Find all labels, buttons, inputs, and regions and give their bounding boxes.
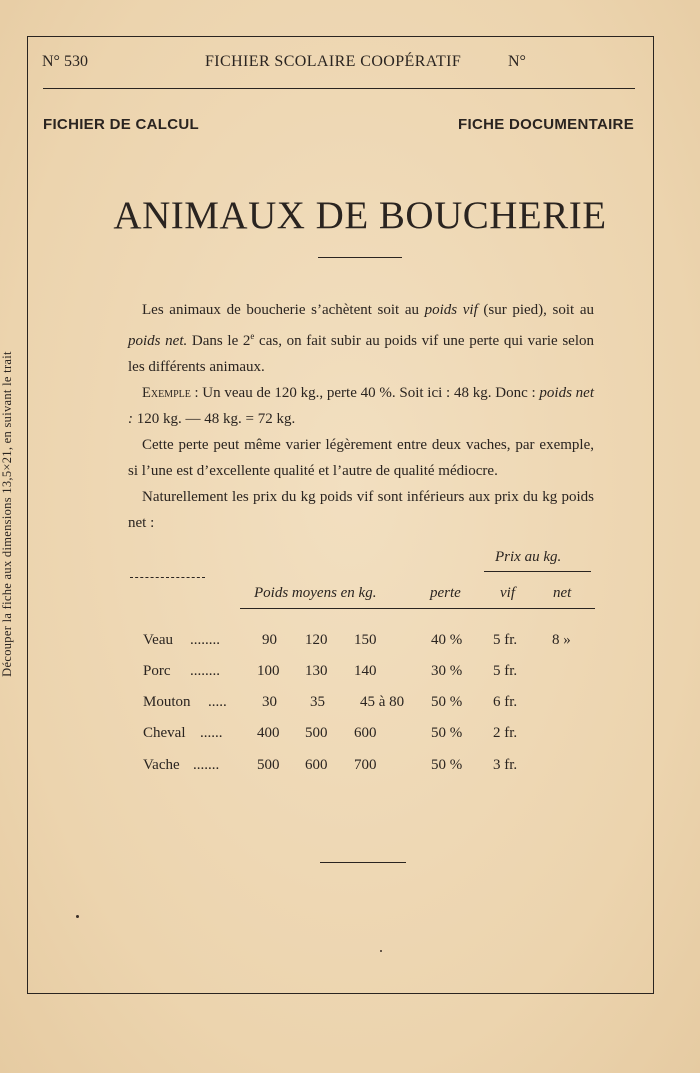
table-row bbox=[0, 632, 700, 654]
net-price: 8 » bbox=[552, 632, 571, 648]
price-per-kg-label: Prix au kg. bbox=[495, 549, 562, 565]
leader-dots: ..... bbox=[208, 694, 227, 710]
weight-3: 700 bbox=[354, 757, 377, 773]
title-divider bbox=[318, 257, 402, 258]
loss-percent: 50 % bbox=[431, 694, 463, 710]
paragraph-3: Cette perte peut même varier légèrement entre deux vaches, par exemple, si l’une est d’excellente qualité et l’autre de qualité médiocre. bbox=[128, 437, 594, 479]
weight-1: 400 bbox=[257, 725, 280, 741]
weight-2: 130 bbox=[305, 663, 328, 679]
body-text bbox=[128, 297, 594, 536]
header-loss: perte bbox=[430, 585, 461, 601]
weight-3: 45 à 80 bbox=[360, 694, 405, 710]
animal-name: Veau bbox=[143, 632, 173, 648]
text-run-italic: poids net. bbox=[128, 333, 188, 349]
weight-1: 500 bbox=[257, 757, 280, 773]
loss-percent: 30 % bbox=[431, 663, 463, 679]
weight-2: 600 bbox=[305, 757, 328, 773]
table-header-divider bbox=[240, 608, 595, 609]
text-run: 120 kg. — 48 kg. = 72 kg. bbox=[133, 411, 296, 427]
header-net: net bbox=[553, 585, 572, 601]
leader-dots: ........ bbox=[190, 632, 220, 648]
text-run: cas, on fait subir au poids vif une perte qui varie selon les différents animaux. bbox=[128, 333, 594, 375]
table-row bbox=[0, 725, 700, 747]
weight-2: 120 bbox=[305, 632, 328, 648]
number-label: N° bbox=[508, 53, 526, 70]
weight-1: 90 bbox=[262, 632, 277, 648]
animal-name: Vache bbox=[143, 757, 180, 773]
stray-mark bbox=[130, 577, 205, 578]
paper-speck bbox=[76, 915, 79, 918]
table-row bbox=[0, 757, 700, 779]
weight-3: 140 bbox=[354, 663, 377, 679]
weight-3: 150 bbox=[354, 632, 377, 648]
live-price: 5 fr. bbox=[493, 632, 518, 648]
text-run: Un veau de 120 kg., perte 40 %. Soit ici : 48 kg. Donc : bbox=[198, 385, 540, 401]
superscript: e bbox=[250, 331, 255, 341]
leader-dots: ...... bbox=[200, 725, 223, 741]
card-number: N° 530 bbox=[42, 53, 88, 70]
cutting-instruction: Découper la fiche aux dimensions 13,5×21, en suivant le trait bbox=[0, 351, 14, 677]
table-row bbox=[0, 694, 700, 716]
live-price: 6 fr. bbox=[493, 694, 518, 710]
animal-name: Porc bbox=[143, 663, 171, 679]
live-price: 3 fr. bbox=[493, 757, 518, 773]
header-divider bbox=[43, 88, 635, 89]
page-title: ANIMAUX DE BOUCHERIE bbox=[113, 194, 607, 237]
weight-2: 500 bbox=[305, 725, 328, 741]
weight-1: 100 bbox=[257, 663, 280, 679]
leader-dots: ....... bbox=[193, 757, 220, 773]
header-live: vif bbox=[500, 585, 515, 601]
paragraph-1 bbox=[128, 297, 594, 380]
text-run: Les animaux de boucherie s’achètent soit au bbox=[142, 302, 425, 318]
text-run: (sur pied), soit au bbox=[477, 302, 595, 318]
category-left: FICHIER DE CALCUL bbox=[43, 116, 199, 133]
animal-name: Mouton bbox=[143, 694, 191, 710]
weight-2: 35 bbox=[310, 694, 325, 710]
text-run-italic: poids vif bbox=[424, 302, 478, 318]
price-divider bbox=[484, 571, 591, 572]
leader-dots: ........ bbox=[190, 663, 220, 679]
text-run: Dans le 2 bbox=[187, 333, 251, 349]
text-run-italic: poids net : bbox=[128, 385, 594, 427]
bottom-divider bbox=[320, 862, 406, 863]
loss-percent: 50 % bbox=[431, 725, 463, 741]
example-label: Exemple : bbox=[142, 385, 199, 401]
weight-3: 600 bbox=[354, 725, 377, 741]
paragraph-4: Naturellement les prix du kg poids vif sont inférieurs aux prix du kg poids net : bbox=[128, 489, 594, 531]
weight-1: 30 bbox=[262, 694, 277, 710]
live-price: 5 fr. bbox=[493, 663, 518, 679]
series-title: FICHIER SCOLAIRE COOPÉRATIF bbox=[205, 53, 462, 70]
header-weights: Poids moyens en kg. bbox=[254, 585, 377, 601]
animal-name: Cheval bbox=[143, 725, 186, 741]
paper-speck bbox=[380, 950, 382, 952]
category-right: FICHE DOCUMENTAIRE bbox=[458, 116, 634, 133]
paragraph-example bbox=[128, 380, 594, 432]
loss-percent: 50 % bbox=[431, 757, 463, 773]
live-price: 2 fr. bbox=[493, 725, 518, 741]
loss-percent: 40 % bbox=[431, 632, 463, 648]
table-row bbox=[0, 663, 700, 685]
